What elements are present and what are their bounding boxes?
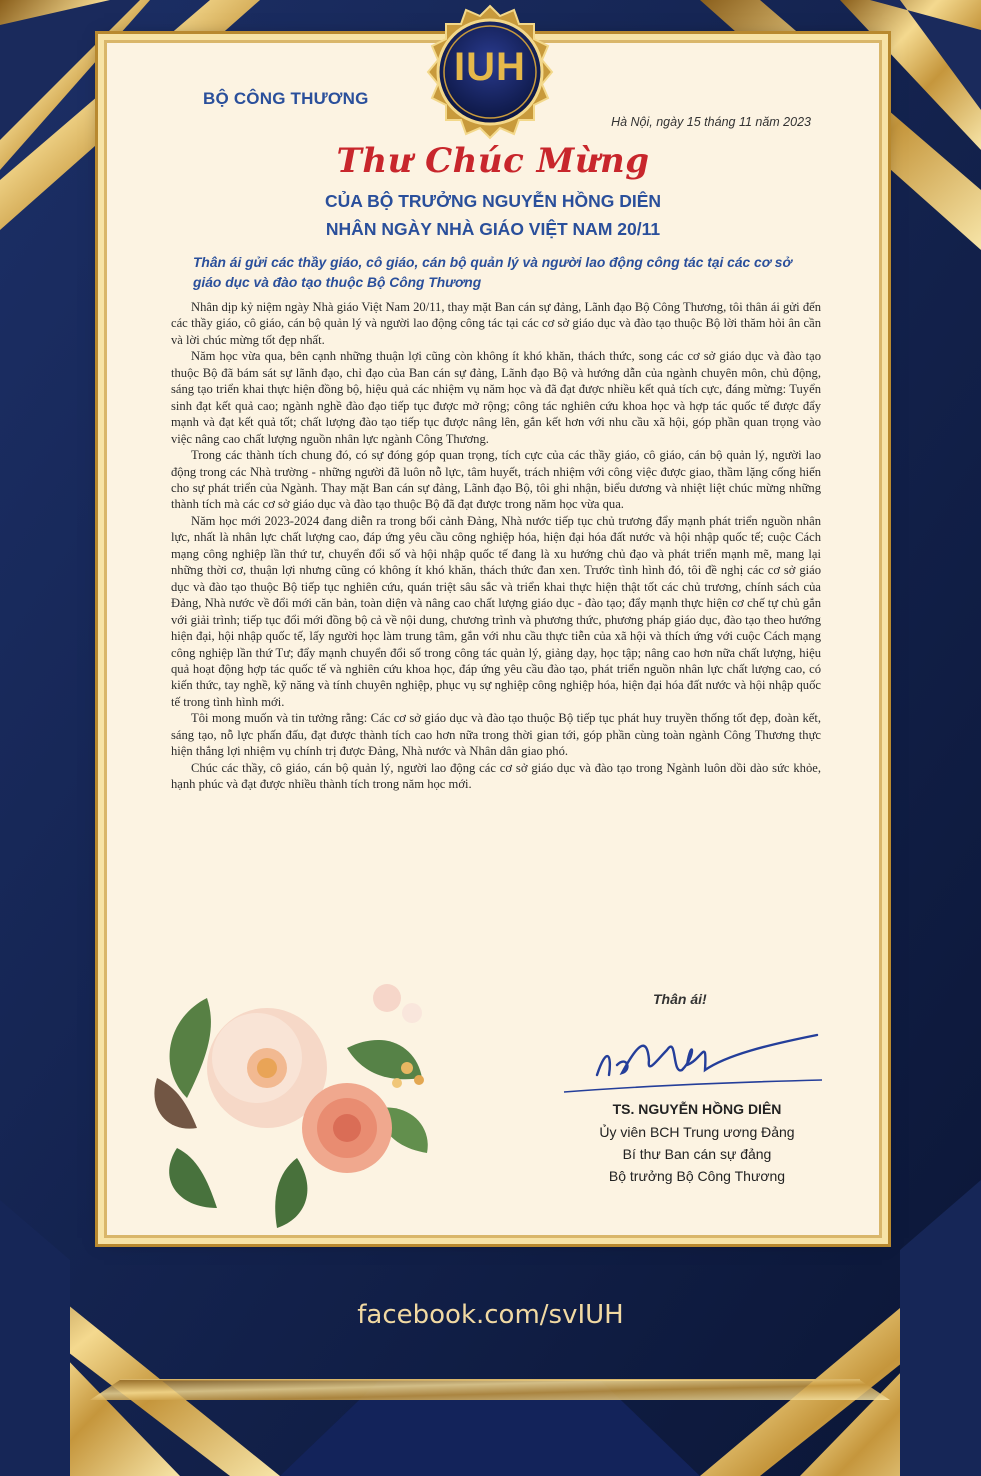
signer-role-1: Ủy viên BCH Trung ương Đảng: [599, 1124, 795, 1140]
letter-title-script: Thư Chúc Mừng: [336, 141, 650, 181]
signer-role-3: Bộ trưởng Bộ Công Thương: [608, 1168, 786, 1184]
greeting-subtitle: Thân ái gửi các thầy giáo, cô giáo, cán bộ quản lý và người lao động công tác tại các cơ sở giáo dục và đào tạo thuộc Bộ Công Thương: [193, 255, 792, 290]
ministry-name: BỘ CÔNG THƯƠNG: [203, 89, 369, 108]
flower-illustration: [147, 958, 457, 1233]
iuh-logo-text: IUH: [454, 45, 526, 89]
signature-underline: [562, 1078, 824, 1094]
facebook-link[interactable]: facebook.com/svIUH: [357, 1300, 624, 1330]
heading-line-1: CỦA BỘ TRƯỞNG NGUYỄN HỒNG DIÊN: [324, 191, 662, 211]
paragraph: Chúc các thầy, cô giáo, cán bộ quản lý, người lao động các cơ sở giáo dục và đào tạo trong Ngành luôn dồi dào sức khỏe, hạnh phúc và đạt được nhiều thành tích trong năm học mới.: [171, 760, 821, 792]
signer-name: TS. NGUYỄN HỒNG DIÊN: [612, 1101, 782, 1117]
paragraph: Năm học mới 2023-2024 đang diễn ra trong bối cảnh Đảng, Nhà nước tiếp tục chủ trương đẩy mạnh phát triển nguồn nhân lực, nhất là nhân lực chất lượng cao, đáp ứng yêu cầu công nghiệp hóa, hiện đại hóa đất nước và hội nhập quốc tế; cuộc Cách mạng công nghiệp lần thứ tư, chuyển đổi số và hội nhập quốc tế đang là xu hướng chủ đạo và phát triển mạnh mẽ, mang lại những thời cơ, thuận lợi nhưng cũng có không ít khó khăn, thách thức đan xen. Trước tình hình đó, tôi đề nghị các cơ sở giáo dục và đào tạo thuộc Bộ tiếp tục nghiên cứu, quán triệt sâu sắc và triển khai thực hiện thật tốt các chủ trương, chính sách của Đảng, Nhà nước về đổi mới căn bản, toàn diện và nâng cao chất lượng giáo dục - đào tạo; đẩy mạnh thực hiện cơ chế tự chủ gắn với giải trình; tiếp tục đổi mới đồng bộ cả về nội dung, chương trình và phương thức, phương pháp giáo dục, đào tạo theo hướng hiện đại, hội nhập quốc tế, lấy người học làm trung tâm, gắn với nhu cầu thực tiễn của xã hội và thích ứng với cuộc Cách mạng công nghiệp lần thứ Tư; đẩy mạnh chuyển đổi số trong công tác quản lý, giảng dạy, học tập; nâng cao hơn nữa chất lượng, hiệu quả hoạt động hợp tác quốc tế và nghiên cứu khoa học, đáp ứng yêu cầu đào tạo, phát triển nguồn nhân lực chất lượng cao, có kiến thức, tay nghề, kỹ năng và tính chuyên nghiệp, phục vụ sự nghiệp công nghiệp hóa, hiện đại hóa đất nước và hội nhập quốc tế trong tình hình mới.: [171, 513, 821, 709]
closing-greeting: Thân ái!: [653, 991, 707, 1007]
paragraph: Nhân dịp kỷ niệm ngày Nhà giáo Việt Nam 20/11, thay mặt Ban cán sự đảng, Lãnh đạo Bộ Công Thương, tôi thân ái gửi đến các thầy giáo, cô giáo, cán bộ quản lý và người lao động công tác tại các cơ sở giáo dục và đào tạo thuộc Bộ lời thăm hỏi ân cần và lời chúc mừng tốt đẹp nhất.: [171, 300, 821, 347]
letter-body: [171, 299, 821, 793]
paragraph: Tôi mong muốn và tin tưởng rằng: Các cơ sở giáo dục và đào tạo thuộc Bộ tiếp tục phát huy truyền thống tốt đẹp, đoàn kết, sáng tạo, nỗ lực phấn đấu, đạt được thành tích cao hơn nữa trong thời gian tới, góp phần cùng toàn ngành Công Thương thực hiện thắng lợi nhiệm vụ chính trị được Đảng, Nhà nước và Nhân dân giao phó.: [171, 711, 821, 759]
date-line: Hà Nội, ngày 15 tháng 11 năm 2023: [611, 115, 811, 129]
paragraph: Trong các thành tích chung đó, có sự đóng góp quan trọng, tích cực của các thầy giáo, cô giáo, cán bộ quản lý, người lao động trong các Nhà trường - những người đã luôn nỗ lực, tâm huyết, trách nhiệm với công việc được giao, thầm lặng cống hiến cho sự phát triển của Ngành. Thay mặt Ban cán sự đảng, Lãnh đạo Bộ, tôi ghi nhận, biểu dương và nhiệt liệt chúc mừng những thành tích mà các cơ sở giáo dục và đào tạo thuộc Bộ đã đạt được trong năm học vừa qua.: [171, 448, 821, 512]
paragraph: Năm học vừa qua, bên cạnh những thuận lợi cũng còn không ít khó khăn, thách thức, song các cơ sở giáo dục và đào tạo thuộc Bộ đã bám sát sự lãnh đạo, chỉ đạo của Ban cán sự đảng, Lãnh đạo Bộ và hướng dẫn của ngành chuyên môn, chủ động, sáng tạo triển khai thực hiện đồng bộ, hiệu quả các nhiệm vụ năm học và đã đạt được nhiều kết quả tích cực, đáng mừng: Tuyển sinh đạt kết quả cao; ngành nghề đào đạo tiếp tục được mở rộng; công tác nghiên cứu khoa học và hợp tác quốc tế được đẩy mạnh và đạt kết quả tốt; chất lượng đào tạo tiếp tục được nâng lên, gắn kết hơn với nhu cầu xã hội, góp phần quan trọng vào việc nâng cao chất lượng nguồn nhân lực ngành Công Thương.: [171, 349, 821, 446]
heading-line-2: NHÂN NGÀY NHÀ GIÁO VIỆT NAM 20/11: [325, 219, 661, 239]
signer-role-2: Bí thư Ban cán sự đảng: [622, 1146, 772, 1162]
letter-paper: [104, 40, 882, 1238]
